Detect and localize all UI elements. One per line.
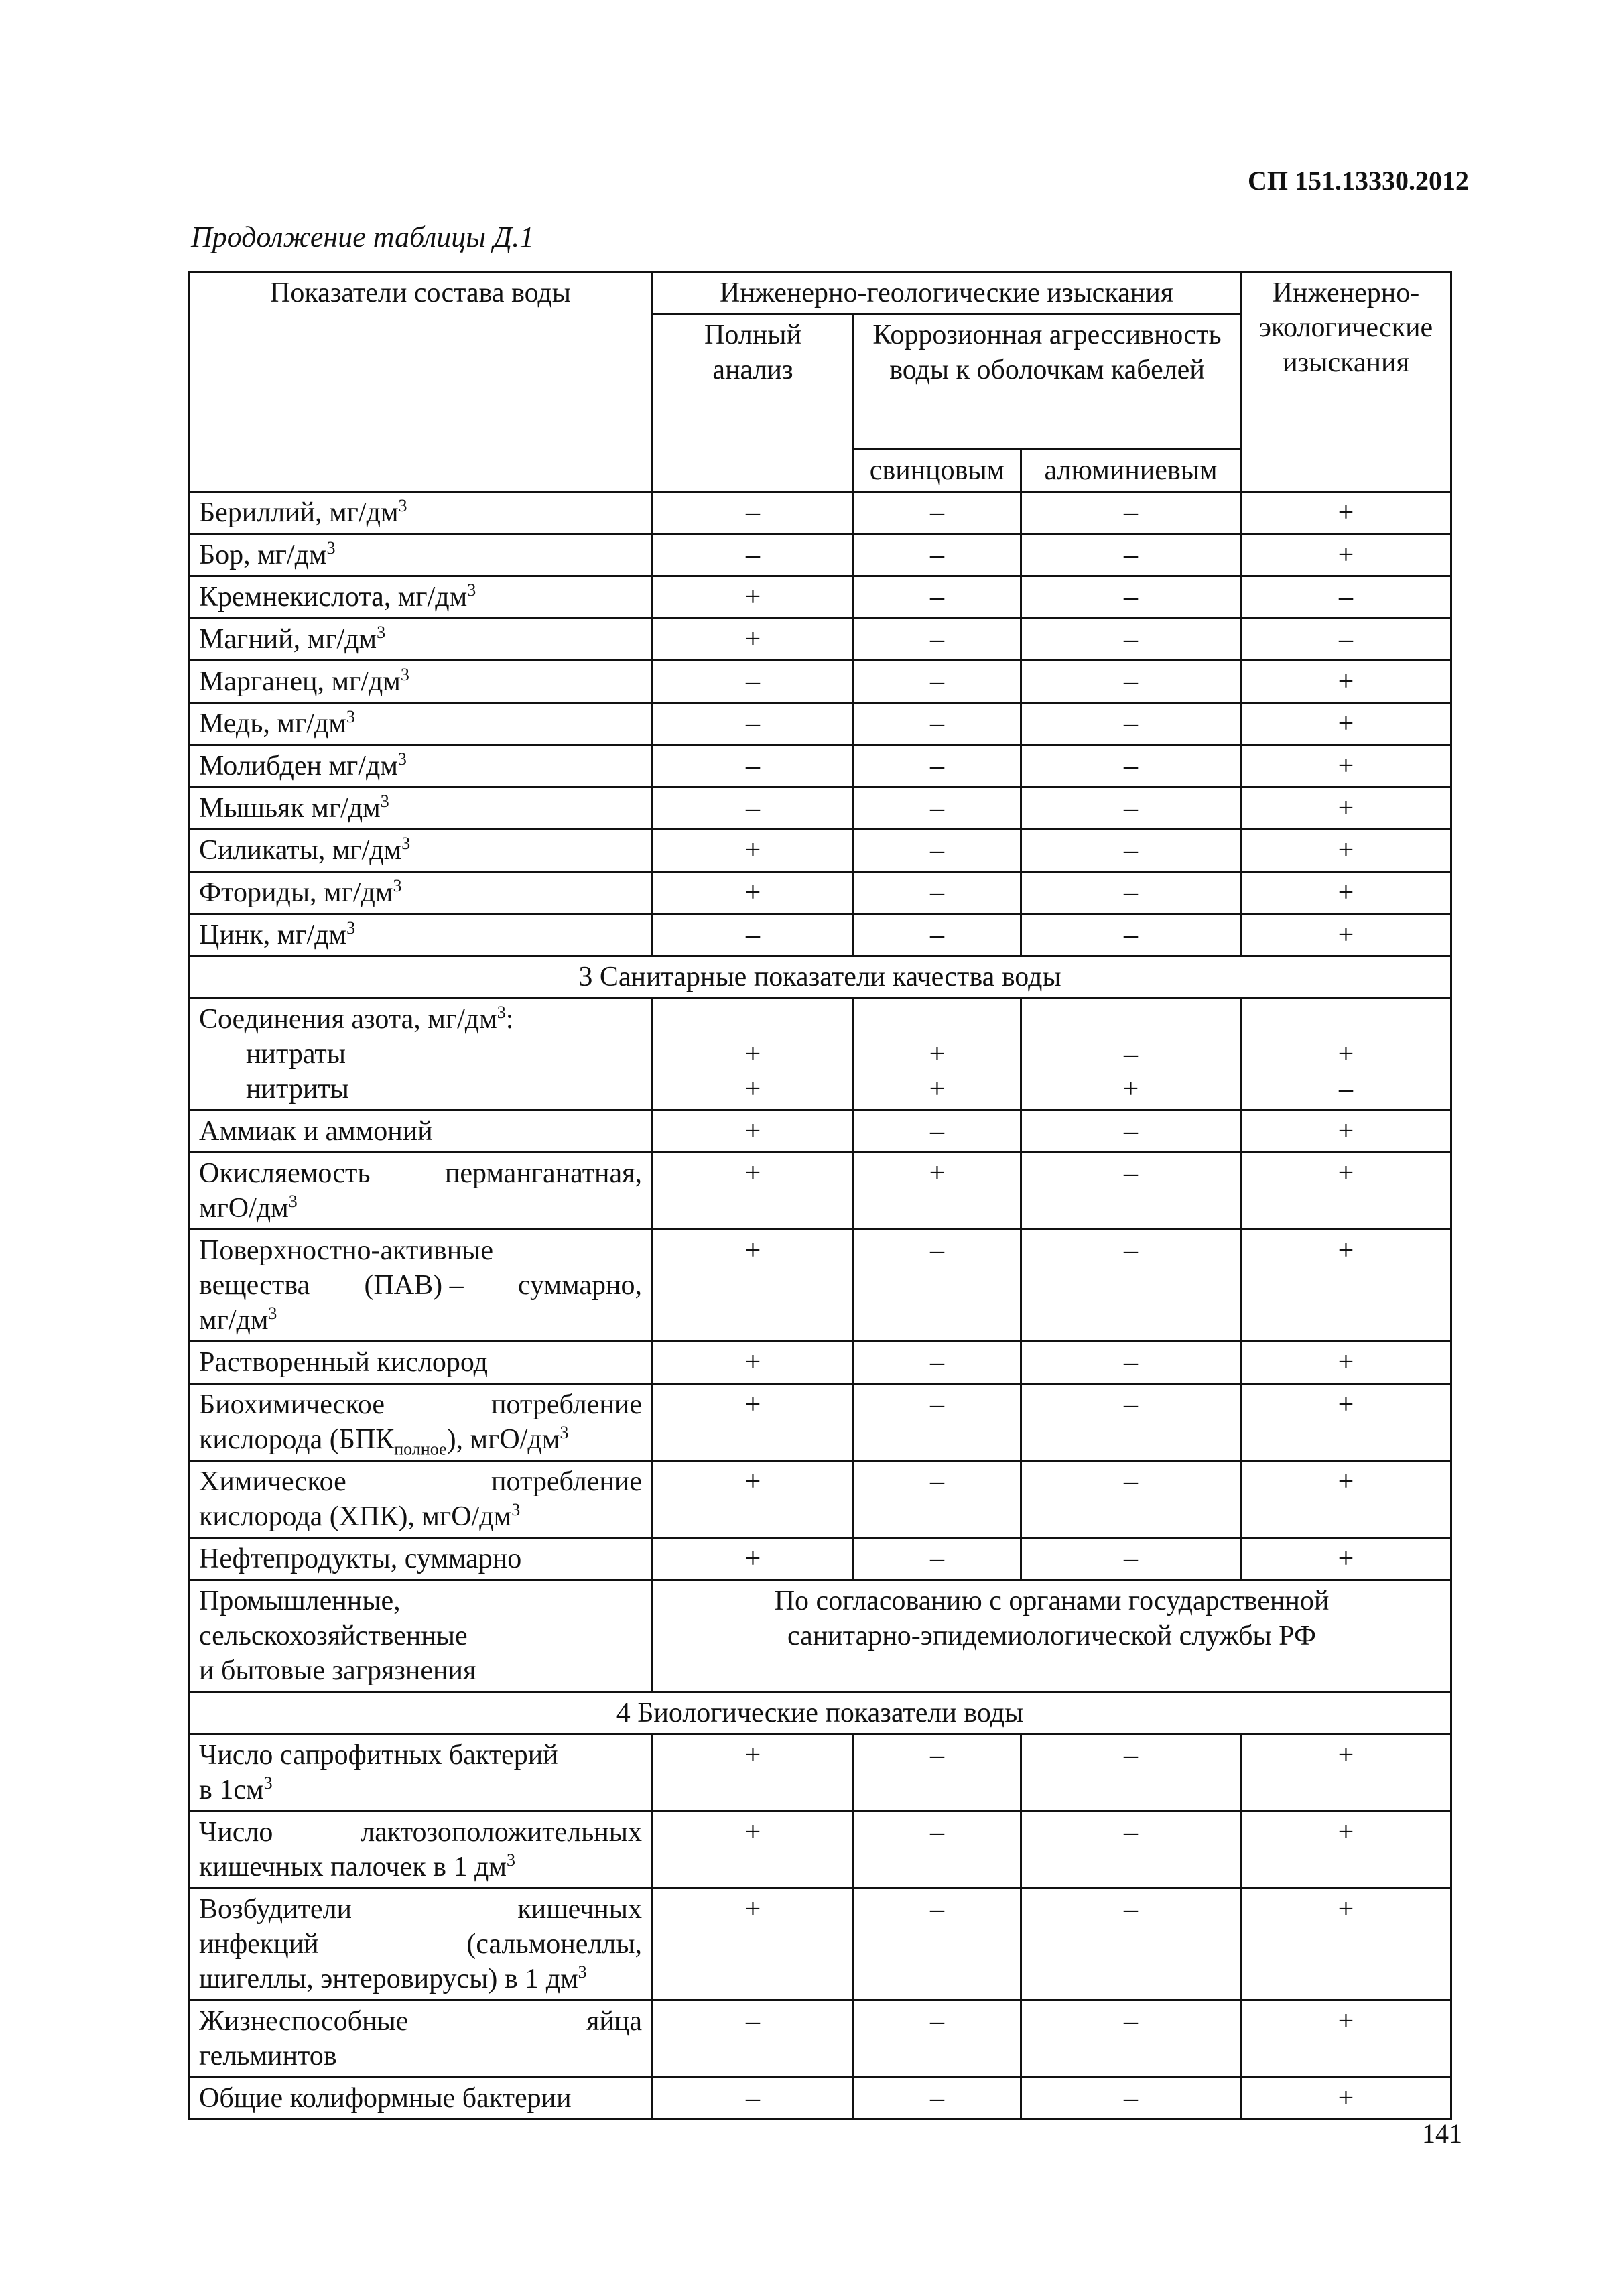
table-row xyxy=(189,1342,1451,1384)
table-row xyxy=(189,1538,1451,1580)
unit-superscript: 3 xyxy=(263,1773,273,1793)
indicator-name: Фториды, мг/дм xyxy=(199,877,393,908)
table-row xyxy=(189,1384,1451,1461)
value-mark: – xyxy=(653,534,854,576)
value-mark: – xyxy=(1021,703,1241,745)
value-mark: – xyxy=(854,1384,1021,1461)
value-mark: – xyxy=(653,2000,854,2078)
row-label-saprophytes xyxy=(189,1734,653,1811)
table-row xyxy=(189,1889,1451,2000)
row-label-oil-products: Нефтепродукты, суммарно xyxy=(189,1538,653,1580)
unit-superscript: 3 xyxy=(398,496,407,515)
value-mark: – xyxy=(1021,1230,1241,1342)
value-mark: – xyxy=(854,830,1021,872)
table-row xyxy=(189,1153,1451,1230)
value-mark: + xyxy=(1241,2000,1451,2078)
value-mark: – xyxy=(854,745,1021,787)
value-mark: + xyxy=(653,1889,854,2000)
value-mark: – xyxy=(653,745,854,787)
bod-part-2: ), мгО/дм xyxy=(446,1424,560,1455)
row-label xyxy=(189,830,653,872)
water-indicators-table xyxy=(188,271,1452,2120)
value-mark: – xyxy=(653,703,854,745)
indicator-name: Кремнекислота, мг/дм xyxy=(199,582,468,613)
value-mark: – xyxy=(653,914,854,956)
path-word-1: Возбудители xyxy=(199,1894,352,1925)
pollution-line-1: Промышленные, xyxy=(199,1586,401,1616)
value-mark: – xyxy=(854,619,1021,661)
helminth-word-2: яйца xyxy=(586,2006,642,2037)
section-row xyxy=(189,956,1451,999)
oxid-word-2: перманганатная, xyxy=(444,1158,642,1189)
nitrogen-eco xyxy=(1241,999,1451,1110)
unit-superscript: 3 xyxy=(511,1500,521,1519)
value-mark: – xyxy=(1021,619,1241,661)
value-mark: + xyxy=(1241,1153,1451,1230)
row-label xyxy=(189,534,653,576)
value-mark: – xyxy=(1021,787,1241,830)
value-mark: – xyxy=(854,661,1021,703)
value-mark: + xyxy=(1241,534,1451,576)
row-label-helminth-eggs xyxy=(189,2000,653,2078)
value-mark: + xyxy=(1241,830,1451,872)
path-word-2: кишечных xyxy=(517,1894,642,1925)
table-continuation-caption: Продолжение таблицы Д.1 xyxy=(191,220,535,253)
table-row xyxy=(189,914,1451,956)
value-mark: – xyxy=(1021,534,1241,576)
row-label-nitrogen xyxy=(189,999,653,1110)
value-mark: – xyxy=(1021,2078,1241,2120)
value-mark: – xyxy=(854,1342,1021,1384)
row-label xyxy=(189,745,653,787)
table-row xyxy=(189,1110,1451,1153)
helminth-word-1: Жизнеспособные xyxy=(199,2006,409,2037)
value-mark: – xyxy=(854,1110,1021,1153)
value-mark: + xyxy=(1241,1811,1451,1889)
table-row xyxy=(189,534,1451,576)
value-mark: – xyxy=(1339,1074,1354,1104)
value-mark: + xyxy=(653,1734,854,1811)
value-mark: + xyxy=(1241,1110,1451,1153)
note-line-2: санитарно-эпидемиологической службы РФ xyxy=(787,1620,1316,1651)
path-unit: шигеллы, энтеровирусы) в 1 дм xyxy=(199,1964,578,1994)
table-row xyxy=(189,830,1451,872)
oxid-word-1: Окисляемость xyxy=(199,1158,371,1189)
row-label-pollution xyxy=(189,1580,653,1692)
value-mark: + xyxy=(1241,2078,1451,2120)
surfactant-word-1: вещества xyxy=(199,1270,310,1301)
value-mark: – xyxy=(1021,576,1241,619)
pollution-agreement-note xyxy=(653,1580,1451,1692)
value-mark: + xyxy=(1241,745,1451,787)
sapro-unit: в 1см xyxy=(199,1775,264,1805)
unit-superscript: 3 xyxy=(578,1962,587,1982)
table-row xyxy=(189,2078,1451,2120)
value-mark: – xyxy=(653,661,854,703)
lacto-word-2: лактозоположительных xyxy=(361,1817,642,1848)
value-mark: + xyxy=(1122,1074,1139,1104)
value-mark: – xyxy=(854,1230,1021,1342)
table-row xyxy=(189,787,1451,830)
nitrogen-title: Соединения азота, мг/дм xyxy=(199,1004,497,1035)
value-mark: + xyxy=(854,1153,1021,1230)
row-label xyxy=(189,787,653,830)
unit-superscript: 3 xyxy=(377,623,386,642)
row-label-lactose-positive xyxy=(189,1811,653,1889)
value-mark: + xyxy=(929,1039,946,1070)
path-word-4: (сальмонеллы, xyxy=(466,1929,642,1960)
header-geo-group: Инженерно-геологические изыскания xyxy=(653,272,1241,314)
indicator-name: Цинк, мг/дм xyxy=(199,919,347,950)
row-label xyxy=(189,914,653,956)
surfactant-word-2: (ПАВ) – xyxy=(364,1270,464,1301)
row-label-dissolved-oxygen: Растворенный кислород xyxy=(189,1342,653,1384)
value-mark: + xyxy=(1241,661,1451,703)
value-mark: – xyxy=(854,576,1021,619)
value-mark: – xyxy=(1021,492,1241,534)
surfactant-line-1: Поверхностно-активные xyxy=(199,1235,494,1266)
value-mark: + xyxy=(1241,914,1451,956)
cod-word-1: Химическое xyxy=(199,1466,346,1497)
unit-superscript: 3 xyxy=(268,1303,277,1323)
unit-superscript: 3 xyxy=(346,918,356,938)
page-number: 141 xyxy=(1422,2118,1462,2149)
row-label xyxy=(189,703,653,745)
row-label-ammonia: Аммиак и аммоний xyxy=(189,1110,653,1153)
oxid-unit: мгО/дм xyxy=(199,1193,289,1224)
value-mark: – xyxy=(854,787,1021,830)
value-mark: + xyxy=(1241,1734,1451,1811)
surfactant-word-3: суммарно, xyxy=(517,1270,642,1301)
unit-superscript: 3 xyxy=(397,749,407,769)
value-mark: – xyxy=(1021,1384,1241,1461)
value-mark: – xyxy=(1241,576,1451,619)
value-mark: + xyxy=(929,1074,946,1104)
value-mark: – xyxy=(854,1811,1021,1889)
row-label-oxidizability xyxy=(189,1153,653,1230)
value-mark: – xyxy=(854,1734,1021,1811)
table-row xyxy=(189,1230,1451,1342)
value-mark: – xyxy=(1021,1153,1241,1230)
value-mark: – xyxy=(854,2078,1021,2120)
value-mark: – xyxy=(854,703,1021,745)
value-mark: + xyxy=(744,1074,761,1104)
value-mark: – xyxy=(854,1889,1021,2000)
value-mark: + xyxy=(1338,1039,1354,1070)
surfactant-unit: мг/дм xyxy=(199,1305,269,1336)
nitrites-label: нитриты xyxy=(246,1074,349,1104)
value-mark: + xyxy=(653,1538,854,1580)
cod-word-2: потребление xyxy=(491,1466,642,1497)
header-eco: Инженерно-экологические изыскания xyxy=(1241,272,1451,492)
indicator-name: Силикаты, мг/дм xyxy=(199,835,402,866)
value-mark: – xyxy=(1021,661,1241,703)
nitrogen-aluminum xyxy=(1021,999,1241,1110)
pollution-line-2: сельскохозяйственные xyxy=(199,1620,468,1651)
unit-superscript: 3 xyxy=(401,834,411,853)
value-mark: – xyxy=(854,534,1021,576)
value-mark: – xyxy=(1021,1110,1241,1153)
value-mark: – xyxy=(653,2078,854,2120)
header-full-analysis: Полный анализ xyxy=(653,314,854,492)
indicator-name: Марганец, мг/дм xyxy=(199,666,401,697)
value-mark: – xyxy=(1021,872,1241,914)
lacto-unit: кишечных палочек в 1 дм xyxy=(199,1852,507,1883)
value-mark: – xyxy=(1021,914,1241,956)
value-mark: – xyxy=(1241,619,1451,661)
value-mark: + xyxy=(653,576,854,619)
value-mark: + xyxy=(653,1384,854,1461)
value-mark: – xyxy=(653,787,854,830)
value-mark: – xyxy=(854,492,1021,534)
value-mark: + xyxy=(653,1230,854,1342)
table-row xyxy=(189,745,1451,787)
unit-superscript: 3 xyxy=(497,1003,506,1022)
table-row xyxy=(189,1461,1451,1538)
bod-part-1: кислорода (БПК xyxy=(199,1424,395,1455)
table-row xyxy=(189,2000,1451,2078)
row-label xyxy=(189,619,653,661)
bod-word-1: Биохимическое xyxy=(199,1389,385,1420)
table-row xyxy=(189,1734,1451,1811)
value-mark: + xyxy=(1241,492,1451,534)
bod-subscript: полное xyxy=(394,1439,447,1459)
value-mark: – xyxy=(1021,2000,1241,2078)
header-row-1 xyxy=(189,272,1451,314)
header-corrosion: Коррозионная агрессивность воды к оболочкам кабелей xyxy=(854,314,1241,450)
helminth-line-2: гельминтов xyxy=(199,2041,337,2071)
header-lead: свинцовым xyxy=(854,450,1021,492)
unit-superscript: 3 xyxy=(560,1423,569,1442)
lacto-word-1: Число xyxy=(199,1817,273,1848)
value-mark: + xyxy=(1241,872,1451,914)
table-row xyxy=(189,492,1451,534)
value-mark: + xyxy=(1241,1538,1451,1580)
note-line-1: По согласованию с органами государственной xyxy=(774,1586,1329,1616)
value-mark: + xyxy=(653,1342,854,1384)
bod-word-2: потребление xyxy=(491,1389,642,1420)
unit-superscript: 3 xyxy=(400,665,409,684)
indicator-name: Бериллий, мг/дм xyxy=(199,497,399,528)
value-mark: – xyxy=(1021,1538,1241,1580)
row-label-pathogens xyxy=(189,1889,653,2000)
value-mark: + xyxy=(653,1811,854,1889)
value-mark: + xyxy=(1241,703,1451,745)
value-mark: – xyxy=(1021,1342,1241,1384)
table-row xyxy=(189,661,1451,703)
value-mark: + xyxy=(744,1039,761,1070)
table-row xyxy=(189,1811,1451,1889)
nitrates-label: нитраты xyxy=(246,1039,346,1070)
cod-unit: кислорода (ХПК), мгО/дм xyxy=(199,1501,512,1532)
value-mark: + xyxy=(1241,1342,1451,1384)
value-mark: – xyxy=(1021,1461,1241,1538)
table-row xyxy=(189,619,1451,661)
value-mark: + xyxy=(1241,1889,1451,2000)
unit-superscript: 3 xyxy=(467,580,476,600)
value-mark: – xyxy=(854,914,1021,956)
value-mark: + xyxy=(1241,1230,1451,1342)
header-indicator: Показатели состава воды xyxy=(189,272,653,492)
nitrogen-full-analysis xyxy=(653,999,854,1110)
path-word-3: инфекций xyxy=(199,1929,319,1960)
metals-rows xyxy=(189,492,1451,956)
value-mark: – xyxy=(1021,1889,1241,2000)
table-row xyxy=(189,1580,1451,1692)
row-label-cod xyxy=(189,1461,653,1538)
value-mark: + xyxy=(1241,787,1451,830)
sapro-line-1: Число сапрофитных бактерий xyxy=(199,1740,558,1771)
unit-superscript: 3 xyxy=(393,876,402,895)
unit-superscript: 3 xyxy=(346,707,355,726)
row-label xyxy=(189,576,653,619)
indicator-name: Молибден мг/дм xyxy=(199,751,398,781)
unit-superscript: 3 xyxy=(380,791,389,811)
indicator-name: Бор, мг/дм xyxy=(199,539,327,570)
row-label xyxy=(189,872,653,914)
unit-superscript: 3 xyxy=(506,1850,515,1870)
value-mark: – xyxy=(1124,1039,1138,1070)
row-label xyxy=(189,492,653,534)
table-row xyxy=(189,872,1451,914)
value-mark: + xyxy=(653,619,854,661)
value-mark: + xyxy=(1241,1384,1451,1461)
value-mark: – xyxy=(854,2000,1021,2078)
row-label-coliform: Общие колиформные бактерии xyxy=(189,2078,653,2120)
section-sanitary-title: 3 Санитарные показатели качества воды xyxy=(189,956,1451,999)
header-aluminum: алюминиевым xyxy=(1021,450,1241,492)
value-mark: – xyxy=(1021,1734,1241,1811)
table-row xyxy=(189,999,1451,1110)
row-label-bod xyxy=(189,1384,653,1461)
value-mark: – xyxy=(854,872,1021,914)
nitrogen-lead xyxy=(854,999,1021,1110)
nitrogen-colon: : xyxy=(505,1004,514,1035)
value-mark: + xyxy=(653,1461,854,1538)
document-code: СП 151.13330.2012 xyxy=(1248,166,1469,196)
pollution-line-3: и бытовые загрязнения xyxy=(199,1655,476,1686)
indicator-name: Магний, мг/дм xyxy=(199,624,377,655)
value-mark: + xyxy=(653,830,854,872)
indicator-name: Мышьяк мг/дм xyxy=(199,793,381,824)
section-row xyxy=(189,1692,1451,1734)
value-mark: – xyxy=(1021,1811,1241,1889)
row-label xyxy=(189,661,653,703)
indicator-name: Медь, мг/дм xyxy=(199,708,346,739)
value-mark: – xyxy=(653,492,854,534)
row-label-surfactants xyxy=(189,1230,653,1342)
unit-superscript: 3 xyxy=(288,1192,298,1211)
table-row xyxy=(189,703,1451,745)
value-mark: – xyxy=(1021,745,1241,787)
value-mark: – xyxy=(1021,830,1241,872)
section-biological-title: 4 Биологические показатели воды xyxy=(189,1692,1451,1734)
value-mark: – xyxy=(854,1538,1021,1580)
table-row xyxy=(189,576,1451,619)
value-mark: + xyxy=(1241,1461,1451,1538)
value-mark: – xyxy=(854,1461,1021,1538)
value-mark: + xyxy=(653,1153,854,1230)
value-mark: + xyxy=(653,872,854,914)
value-mark: + xyxy=(653,1110,854,1153)
unit-superscript: 3 xyxy=(326,538,336,558)
